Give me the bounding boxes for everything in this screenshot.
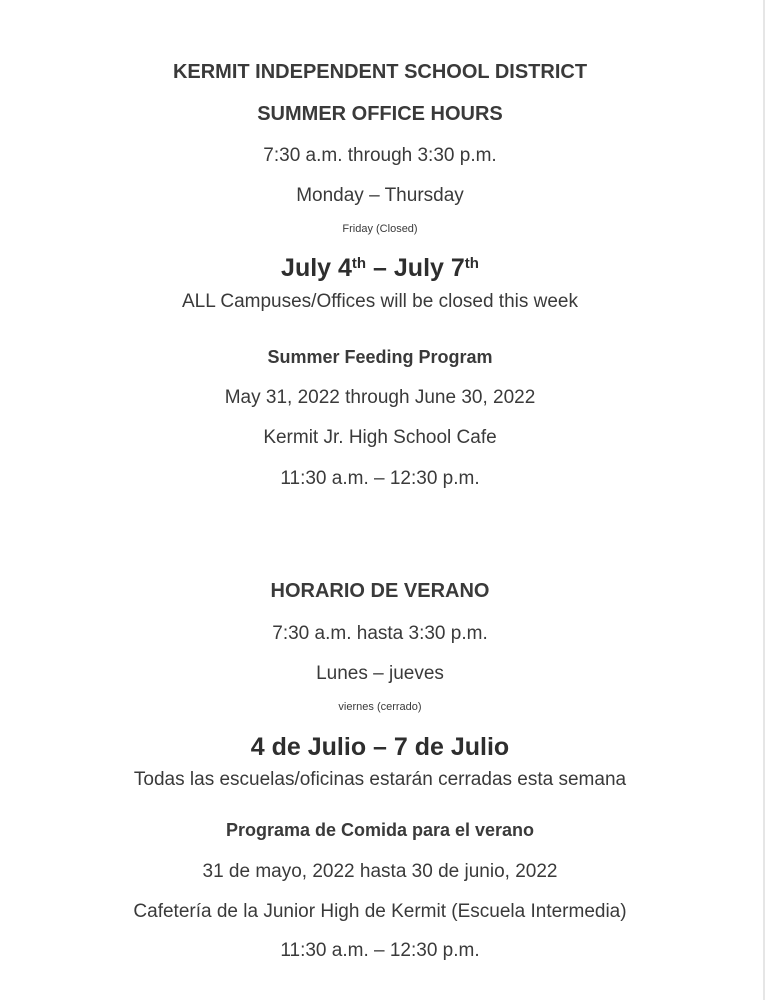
spanish-closure-dates: 4 de Julio – 7 de Julio — [250, 733, 510, 761]
feeding-program-dates: May 31, 2022 through June 30, 2022 — [224, 387, 536, 408]
spanish-summer-hours-heading: HORARIO DE VERANO — [270, 580, 490, 602]
spanish-office-days: Lunes – jueves — [316, 663, 444, 684]
feeding-program-heading: Summer Feeding Program — [267, 347, 493, 367]
closure-end-suffix: th — [464, 255, 479, 272]
office-days: Monday – Thursday — [296, 185, 464, 206]
feeding-program-location: Kermit Jr. High School Cafe — [263, 427, 497, 448]
spanish-feeding-program-hours: 11:30 a.m. – 12:30 p.m. — [280, 940, 480, 961]
friday-closed: Friday (Closed) — [342, 223, 418, 235]
closure-dash: – — [366, 254, 394, 282]
spanish-office-hours: 7:30 a.m. hasta 3:30 p.m. — [272, 623, 488, 644]
closure-start: July 4 — [281, 254, 352, 282]
spanish-friday-closed: viernes (cerrado) — [338, 701, 422, 713]
summer-hours-heading: SUMMER OFFICE HOURS — [257, 103, 503, 125]
spanish-feeding-program-location: Cafetería de la Junior High de Kermit (Escuela Intermedia) — [133, 901, 627, 922]
closure-end: July 7 — [393, 254, 465, 282]
closure-dates — [0, 256, 760, 281]
spanish-feeding-program-heading: Programa de Comida para el verano — [225, 820, 535, 840]
closure-start-suffix: th — [351, 255, 367, 272]
office-hours: 7:30 a.m. through 3:30 p.m. — [263, 145, 497, 166]
page-edge-shadow — [763, 0, 765, 1000]
district-title: KERMIT INDEPENDENT SCHOOL DISTRICT — [172, 61, 588, 83]
spanish-closure-note: Todas las escuelas/oficinas estarán cerradas esta semana — [133, 769, 627, 790]
feeding-program-hours: 11:30 a.m. – 12:30 p.m. — [280, 468, 480, 489]
spanish-feeding-program-dates: 31 de mayo, 2022 hasta 30 de junio, 2022 — [202, 861, 558, 882]
closure-note: ALL Campuses/Offices will be closed this week — [181, 291, 578, 312]
